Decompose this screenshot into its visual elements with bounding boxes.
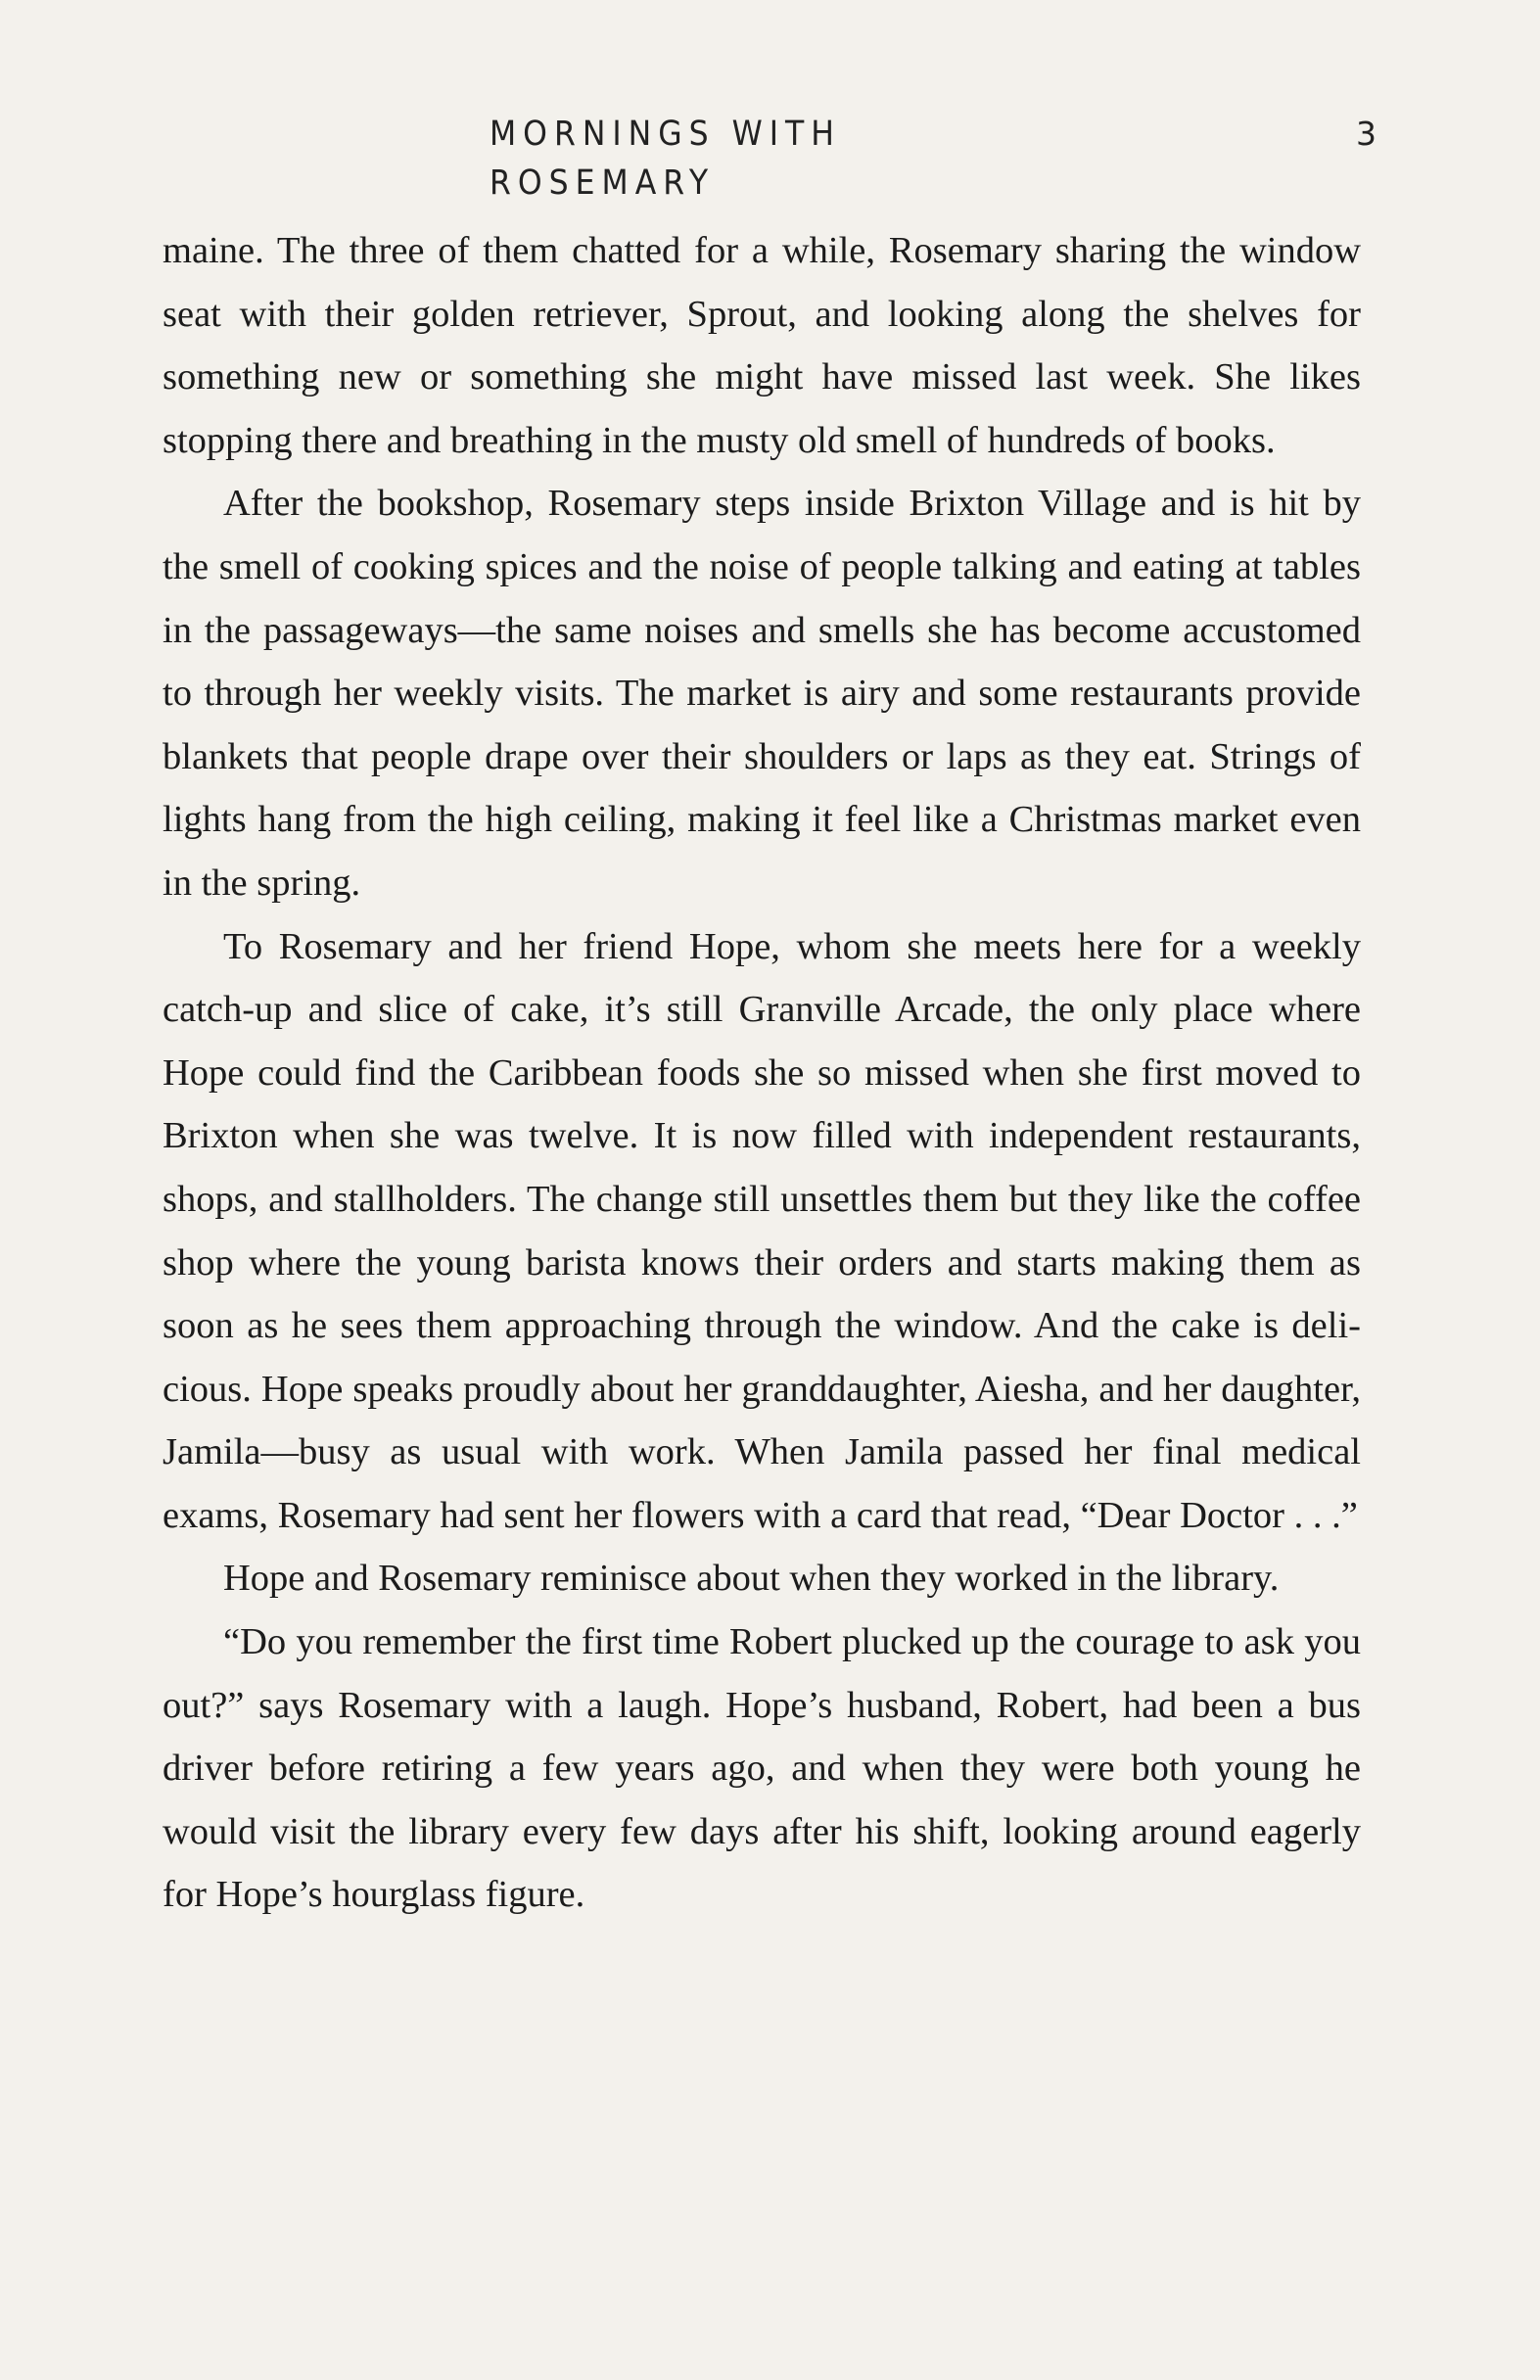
body-text: [163, 219, 1361, 1927]
paragraph: To Rosemary and her friend Hope, whom she meets here for a weekly catch-up and slice of cake, it’s still Granville Arcade, the only place where Hope could find the Caribbean foods she so missed when she first moved to Brixton when she was twelve. It is now filled with independent restaurants, shops, and stallholders. The change still unsettles them but they like the coffee shop where the young barista knows their orders and starts making them as soon as he sees them approaching through the window. And the cake is delicious. Hope speaks proudly about her granddaughter, Aiesha, and her daughter, Jamila—busy as usual with work. When Jamila passed her final medical exams, Rosemary had sent her flowers with a card that read, “Dear Doctor . . .”: [163, 925, 1361, 1536]
running-title: MORNINGS WITH ROSEMARY: [490, 115, 841, 203]
running-head: [0, 110, 1540, 203]
paragraph-continued: maine. The three of them chatted for a while, Rosemary sharing the window seat with their golden retriever, Sprout, and looking along the shelves for something new or something she might have missed last week. She likes stopping there and breathing in the musty old smell of hundreds of books.: [163, 230, 1361, 461]
page-number: 3: [1356, 115, 1377, 153]
paragraph: Hope and Rosemary reminisce about when they worked in the library.: [223, 1558, 1280, 1600]
paragraph: “Do you remember the first time Robert plucked up the courage to ask you out?” says Rosemary with a laugh. Hope’s husband, Robert, had been a bus driver before retiring a few years ago, and when they were both young he would visit the library every few days after his shift, looking around eagerly for Hope’s hourglass figure.: [163, 1621, 1361, 1916]
paragraph: After the bookshop, Rosemary steps inside Brixton Village and is hit by the smell of cooking spices and the noise of people talking and eating at tables in the passageways—the same noises and smells she has become accustomed to through her weekly visits. The market is airy and some restaurants provide blankets that people drape over their shoulders or laps as they eat. Strings of lights hang from the high ceiling, making it feel like a Christmas market even in the spring.: [163, 483, 1361, 904]
